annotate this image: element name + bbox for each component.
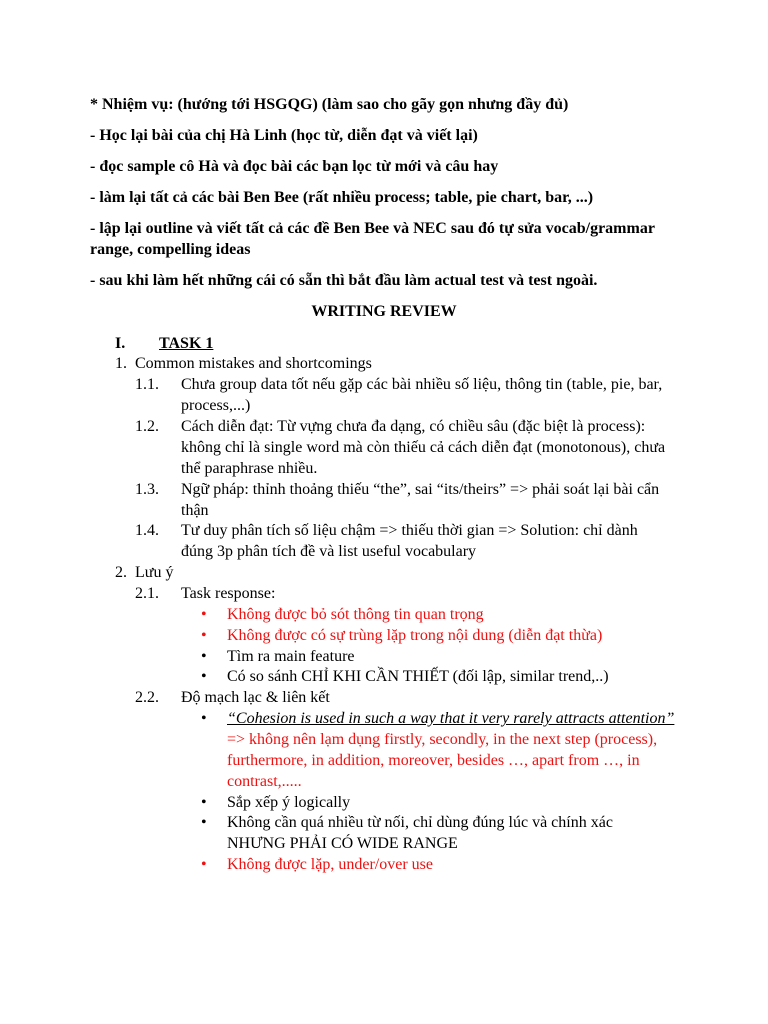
intro-line: - đọc sample cô Hà và đọc bài các bạn lọc từ mới và câu hay — [90, 158, 499, 175]
sublist-number: 1.1. — [135, 376, 159, 393]
intro-line: - Học lại bài của chị Hà Linh (học từ, diễn đạt và viết lại) — [90, 127, 478, 144]
sublist-item-text: Tư duy phân tích số liệu chậm => thiếu thời gian => Solution: chỉ dành đúng 3p phân tích đề và list useful vocabulary — [181, 522, 638, 560]
bullet-text: Có so sánh CHỈ KHI CẦN THIẾT (đối lập, similar trend,..) — [227, 668, 609, 685]
sublist-item-text: Task response: — [181, 585, 276, 602]
sublist-number: 2.2. — [135, 689, 159, 706]
sublist-number: 1.3. — [135, 481, 159, 498]
section-heading — [115, 334, 213, 354]
sublist-item-text: Ngữ pháp: thỉnh thoảng thiếu “the”, sai “its/theirs” => phải soát lại bài cẩn thận — [181, 481, 660, 519]
section-number: I. — [115, 335, 126, 352]
section-title: TASK 1 — [159, 335, 214, 352]
sublist-item-text: Cách diễn đạt: Từ vựng chưa đa dạng, có chiều sâu (đặc biệt là process): không chỉ là single word mà còn thiếu cả cách diễn đạt (monotonous), chưa thể paraphrase nhiều. — [181, 418, 666, 477]
bullet-text: Tìm ra main feature — [227, 648, 355, 665]
list-item-text: Common mistakes and shortcomings — [135, 355, 372, 372]
bullet-text-cohesion — [227, 708, 677, 792]
bullet-text: Không cần quá nhiều từ nối, chỉ dùng đúng lúc và chính xác NHƯNG PHẢI CÓ WIDE RANGE — [227, 814, 613, 852]
bullet-marker: • — [201, 627, 207, 644]
sublist-item-text: Độ mạch lạc & liên kết — [181, 689, 330, 706]
bullet-marker: • — [201, 606, 207, 623]
bullet-marker: • — [201, 856, 207, 873]
bullet-marker: • — [201, 710, 207, 727]
bullet-marker: • — [201, 668, 207, 685]
intro-line: - làm lại tất cả các bài Ben Bee (rất nhiều process; table, pie chart, bar, ...) — [90, 189, 594, 206]
document-title: WRITING REVIEW — [311, 303, 457, 320]
sublist-number: 1.4. — [135, 522, 159, 539]
bullet-marker: • — [201, 814, 207, 831]
bullet-text: Không được bỏ sót thông tin quan trọng — [227, 606, 484, 623]
bullet-text: Không được có sự trùng lặp trong nội dung (diễn đạt thừa) — [227, 627, 603, 644]
intro-line: - sau khi làm hết những cái có sẵn thì bắt đầu làm actual test và test ngoài. — [90, 272, 598, 289]
list-number: 1. — [115, 355, 127, 372]
list-number: 2. — [115, 564, 127, 581]
bullet-marker: • — [201, 648, 207, 665]
list-item-text: Lưu ý — [135, 564, 174, 581]
sublist-number: 1.2. — [135, 418, 159, 435]
cohesion-quote: “Cohesion is used in such a way that it very rarely attracts attention” — [227, 710, 675, 727]
intro-line: * Nhiệm vụ: (hướng tới HSGQG) (làm sao cho gãy gọn nhưng đầy đủ) — [90, 96, 569, 113]
intro-line: - lập lại outline và viết tất cả các đề Ben Bee và NEC sau đó tự sửa vocab/grammar range, compelling ideas — [90, 220, 655, 258]
bullet-marker: • — [201, 794, 207, 811]
task-intro — [90, 94, 690, 301]
bullet-text: Sắp xếp ý logically — [227, 794, 351, 811]
sublist-item-text: Chưa group data tốt nếu gặp các bài nhiều số liệu, thông tin (table, pie, bar, process,...) — [181, 376, 663, 414]
bullet-text: Không được lặp, under/over use — [227, 856, 433, 873]
cohesion-note: => không nên lạm dụng firstly, secondly, in the next step (process), furthermore, in addition, moreover, besides …, apart from …, in contrast,..... — [227, 731, 658, 790]
sublist-number: 2.1. — [135, 585, 159, 602]
